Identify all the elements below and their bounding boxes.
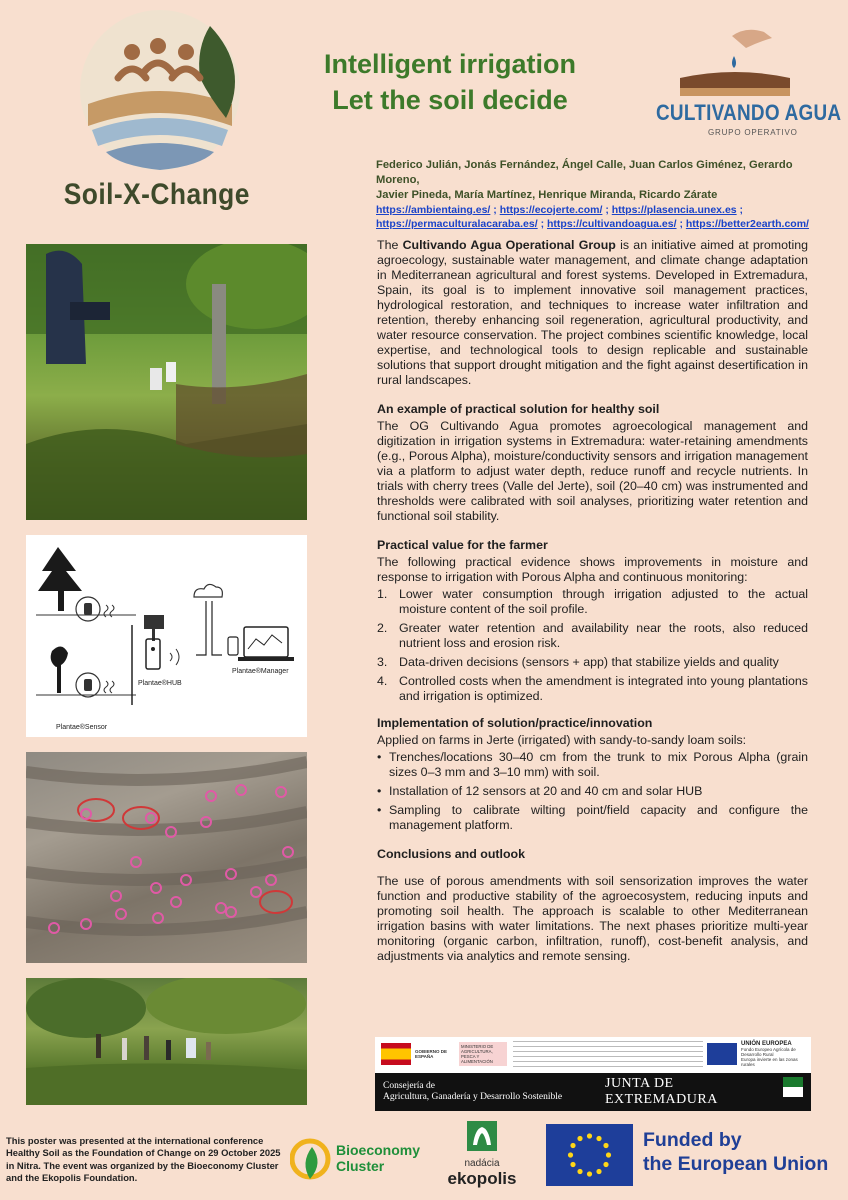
plantae-hub-label: Plantae®HUB xyxy=(138,680,182,687)
funded-by-eu-text xyxy=(643,1128,828,1176)
bioeconomy-line-2: Cluster xyxy=(336,1158,385,1174)
eu-feader-block xyxy=(741,1041,811,1068)
consejeria-block xyxy=(375,1081,585,1103)
photo-sensor-installation xyxy=(26,244,307,520)
eu-funding-logo xyxy=(546,1124,836,1186)
poster-title xyxy=(280,46,620,118)
bioeconomy-line-1: Bioeconomy xyxy=(336,1142,421,1158)
cultivando-agua-logo xyxy=(650,26,842,146)
list-number: 1. xyxy=(377,587,388,601)
list-item xyxy=(377,621,808,651)
link-ecojerte[interactable]: https://ecojerte.com/ xyxy=(499,204,603,216)
link-plasencia-unex[interactable]: https://plasencia.unex.es xyxy=(611,204,737,216)
ekopolis-logo xyxy=(432,1121,532,1193)
practical-value-list xyxy=(377,587,808,704)
list-text: Data-driven decisions (sensors + app) that stabilize yields and quality xyxy=(399,655,779,669)
list-item: • Installation of 12 sensors at 20 and 40 cm and solar HUB xyxy=(377,784,808,799)
intro-bold-name: Cultivando Agua Operational Group xyxy=(402,238,616,252)
junta-extremadura-bar xyxy=(375,1073,811,1111)
photo-aerial-sensor-locations xyxy=(26,752,307,963)
laptop-icon xyxy=(238,627,294,661)
title-line-1: Intelligent irrigation xyxy=(323,49,576,79)
heading-practical-solution: An example of practical solution for healthy soil xyxy=(377,402,660,416)
list-item: • Sampling to calibrate wilting point/field capacity and configure the management platform. xyxy=(377,803,808,833)
intro-lead: The xyxy=(377,238,403,252)
heading-implementation: Implementation of solution/practice/innovation xyxy=(377,716,653,730)
pepper-plant-icon xyxy=(51,646,68,693)
list-number: 2. xyxy=(377,621,388,635)
junta-extremadura-label: JUNTA DE EXTREMADURA xyxy=(605,1076,718,1107)
cloud-icon xyxy=(194,584,222,597)
funding-banner xyxy=(375,1037,811,1111)
list-text: Greater water retention and availability near the roots, also reduced nutrient loss and erosion risk. xyxy=(399,621,808,650)
list-item xyxy=(377,587,808,617)
authors-links: https://ambientaing.es/ ; https://ecojerte.com/ ; https://plasencia.unex.es ; https://permaculturalacaraba.es/ ; https://cultivandoagua.es/ ; https://better2earth.com/ xyxy=(376,204,809,230)
phone-icon xyxy=(228,637,238,655)
practical-solution-body: The OG Cultivando Agua promotes agroecological management and digitization in irrigation systems in Extremadura: water-retaining amendments (e.g., Porous Alpha), moisture/conductivity sensors and irrigation management via a platform to adjust water depth, reduce runoff and recycle nutrients. In trials with cherry trees (Valle del Jerte), soil (20–40 cm) was instrumented and thresholds were calibrated with soil analyses, prioritizing water retention and functional soil stability. xyxy=(377,419,808,523)
title-line-2: Let the soil decide xyxy=(332,85,568,115)
footer-note: This poster was presented at the international conference Healthy Soil as the Foundation of Change on 29 October 2025 in Nitra. The event was organized by the Bioeconomy Cluster and the Ekopolis Foundation. xyxy=(6,1135,281,1184)
practical-value-intro: The following practical evidence shows improvements in moisture and response to irrigation with Porous Alpha and continuous monitoring: xyxy=(377,555,808,584)
list-text: Lower water consumption through irrigation adjusted to the actual moisture content of the soil profile. xyxy=(399,587,808,616)
funding-banner-top xyxy=(375,1037,811,1071)
eu-flag-icon xyxy=(546,1124,633,1186)
list-number: 4. xyxy=(377,674,388,688)
authors-line-1: Federico Julián, Jonás Fernández, Ángel Calle, Juan Carlos Giménez, Gerardo Moreno, xyxy=(376,159,793,186)
list-text: Controlled costs when the amendment is integrated into young plantations and irrigation is optimized. xyxy=(399,674,808,703)
poster-body-text xyxy=(377,238,808,978)
conclusions-body: The use of porous amendments with soil sensorization improves the water function and productive stability of the agroecosystem, reducing inputs and promoting soil health. The approach is scalable to other Mediterranean irrigation basins with water limitations. The next phases prioritize multi-year monitoring (organic carbon, infiltration, runoff), cost-benefit analysis, and adjustments via analytics and remote sensing. xyxy=(377,874,808,963)
link-ambientaing[interactable]: https://ambientaing.es/ xyxy=(376,204,491,216)
ekopolis-emblem-icon xyxy=(467,1121,497,1151)
union-europea-label: UNIÓN EUROPEA xyxy=(741,1040,792,1047)
soil-x-change-logo xyxy=(60,8,260,211)
heading-conclusions: Conclusions and outlook xyxy=(377,847,525,861)
list-item: • Trenches/locations 30–40 cm from the trunk to mix Porous Alpha (grain sizes 0–3 mm and 3–10 mm) with soil. xyxy=(377,750,808,780)
intro-paragraph xyxy=(377,238,808,388)
implementation-list xyxy=(377,750,808,833)
list-number: 3. xyxy=(377,655,388,669)
link-cultivandoagua[interactable]: https://cultivandoagua.es/ xyxy=(547,218,677,230)
grupo-operativo-label: GRUPO OPERATIVO xyxy=(708,128,798,137)
ekopolis-wordmark: ekopolis xyxy=(447,1169,517,1188)
soil-x-change-emblem-icon xyxy=(60,8,260,178)
nadacia-label: nadácia xyxy=(464,1158,500,1169)
feader-label: Fondo Europeo Agrícola de Desarrollo Rural xyxy=(741,1046,796,1057)
implementation-intro: Applied on farms in Jerte (irrigated) with sandy-to-sandy loam soils: xyxy=(377,733,747,747)
fine-print xyxy=(513,1041,703,1067)
authors-line-2: Javier Pineda, María Martínez, Henrique Miranda, Ricardo Zárate xyxy=(376,189,718,201)
gobierno-label: GOBIERNO DE ESPAÑA xyxy=(415,1049,448,1059)
photo-field-visit-group xyxy=(26,978,307,1105)
authors-block xyxy=(376,158,822,231)
soil-drop-hand-icon xyxy=(650,26,820,100)
plantae-manager-label: Plantae®Manager xyxy=(232,668,289,675)
plantae-sensor-label: Plantae®Sensor xyxy=(56,724,108,731)
extremadura-flag-icon xyxy=(783,1077,803,1107)
funded-by-line-1: Funded by xyxy=(643,1129,742,1151)
bioeconomy-cluster-logo xyxy=(290,1133,440,1188)
link-better2earth[interactable]: https://better2earth.com/ xyxy=(685,218,809,230)
plantae-system-diagram xyxy=(26,535,307,737)
tree-icon xyxy=(38,547,82,611)
eu-flag-small-icon xyxy=(707,1043,737,1065)
consejeria-line-2: Agricultura, Ganadería y Desarrollo Sostenible xyxy=(383,1092,563,1102)
heading-practical-value: Practical value for the farmer xyxy=(377,538,548,552)
bioeconomy-wordmark xyxy=(336,1142,420,1174)
consejeria-line-1: Consejería de xyxy=(383,1081,435,1091)
soil-x-change-wordmark: Soil-X-Change xyxy=(63,178,250,211)
bioeconomy-leaf-icon xyxy=(290,1133,332,1185)
cultivando-agua-wordmark: CULTIVANDO AGUA xyxy=(656,100,842,125)
intro-rest: is an initiative aimed at promoting agroecology, sustainable water management, and climate change adaptation in Mediterranean agricultural and forest systems. Developed in Extremadura, Spain, its goal is to implement innovative soil management practices, hydrological restoration, and techniques to increase water infiltration and retention, thereby enhancing soil regeneration, agricultural productivity, and water resource conservation. The project combines scientific knowledge, local expertise, and technological tools to design replicable and sustainable solutions that support drought mitigation and the fight against desertification in rural landscapes. xyxy=(377,238,808,387)
ministry-label: MINISTERIO DE AGRICULTURA, PESCA Y ALIMENTACIÓN xyxy=(459,1042,507,1066)
solar-hub-icon xyxy=(144,615,164,669)
feader-sub-label: Europa invierte en las zonas rurales xyxy=(741,1057,798,1068)
list-item xyxy=(377,655,808,670)
funded-by-line-2: the European Union xyxy=(643,1153,829,1175)
spain-coat-of-arms-icon xyxy=(381,1043,411,1065)
link-permaculturalacaraba[interactable]: https://permaculturalacaraba.es/ xyxy=(376,218,538,230)
list-item xyxy=(377,674,808,704)
